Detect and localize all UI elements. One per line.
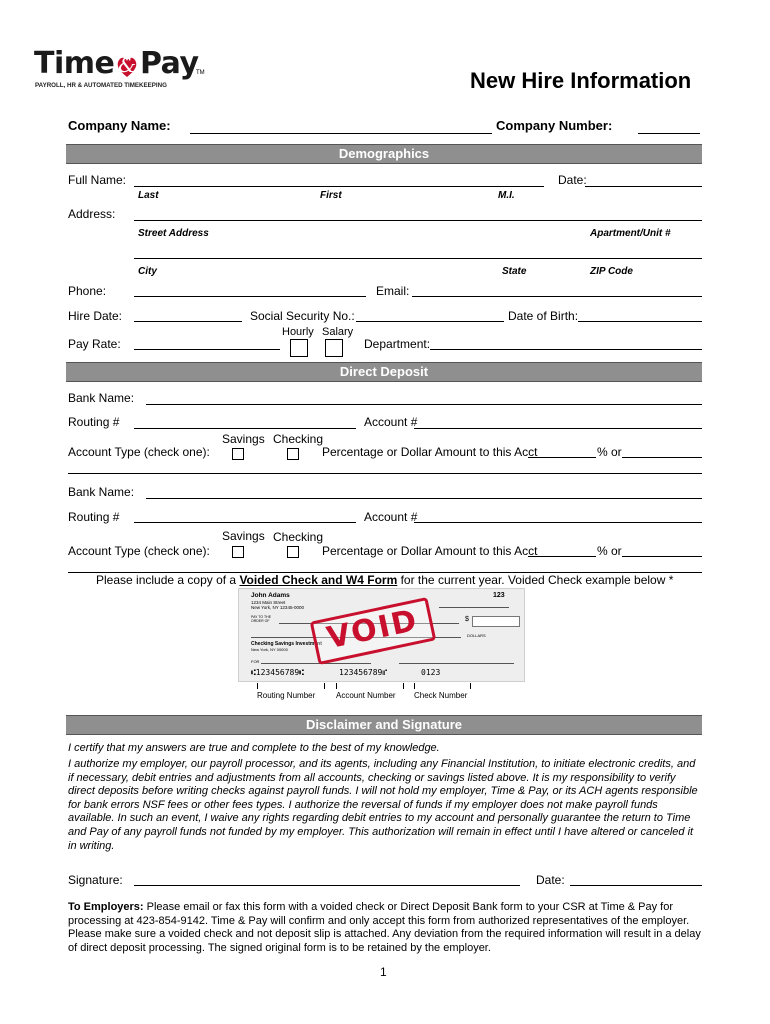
salary-checkbox[interactable]	[325, 339, 343, 357]
page-title: New Hire Information	[470, 68, 692, 93]
first-sublabel: First	[320, 190, 342, 201]
section-direct-deposit: Direct Deposit	[66, 362, 702, 382]
check-amount-box	[472, 616, 520, 627]
pay-rate-field[interactable]	[134, 349, 280, 350]
bank2-checking-checkbox[interactable]	[287, 546, 299, 558]
ssn-label: Social Security No.:	[250, 309, 355, 323]
department-field[interactable]	[430, 349, 702, 350]
bank2-routing-field[interactable]	[134, 522, 356, 523]
company-name-label: Company Name:	[68, 118, 171, 133]
logo-trademark: TM	[196, 70, 205, 76]
employers-label: To Employers:	[68, 901, 144, 913]
bank1-account-label: Account #	[364, 415, 418, 429]
bank2-or-field[interactable]	[622, 556, 702, 557]
void-stamp-text: VOID	[323, 602, 422, 657]
check-name: John Adams	[251, 592, 290, 599]
check-for-label: FOR	[251, 659, 260, 664]
date-field[interactable]	[585, 186, 702, 187]
check-micr-account: 123456789⑈	[339, 668, 388, 677]
bank1-or-field[interactable]	[622, 457, 702, 458]
svg-text:&: &	[118, 53, 136, 77]
voided-check-note-post: for the current year. Voided Check example below *	[397, 573, 674, 587]
zip-sublabel: ZIP Code	[590, 266, 633, 277]
check-micr-number: 0123	[421, 668, 441, 677]
routing-number-label: Routing Number	[257, 691, 316, 700]
pay-rate-label: Pay Rate:	[68, 337, 121, 351]
bank1-checking-label: Checking	[273, 432, 324, 446]
bank2-account-field[interactable]	[414, 522, 702, 523]
bank1-percentage-label: Percentage or Dollar Amount to this Acct	[322, 445, 538, 459]
bank2-percentage-label: Percentage or Dollar Amount to this Acct	[322, 544, 538, 558]
bank1-percentage-field[interactable]	[528, 457, 596, 458]
bank2-name-label: Bank Name:	[68, 485, 135, 499]
bank2-savings-checkbox[interactable]	[232, 546, 244, 558]
apt-sublabel: Apartment/Unit #	[590, 228, 671, 239]
section-disclaimer: Disclaimer and Signature	[66, 715, 702, 735]
bank2-percent-or-label: % or	[597, 544, 622, 558]
bank2-account-label: Account #	[364, 510, 418, 524]
bank1-name-field[interactable]	[146, 404, 702, 405]
check-pay-to: PAY TO THE ORDER OF	[251, 615, 272, 623]
check-number-bracket	[414, 683, 471, 689]
bank1-extra-field[interactable]	[68, 473, 702, 474]
check-dollar-sign: $	[465, 616, 469, 623]
dob-field[interactable]	[578, 321, 702, 322]
bank2-account-type-label: Account Type (check one):	[68, 544, 210, 558]
bank1-savings-checkbox[interactable]	[232, 448, 244, 460]
bank1-savings-label: Savings	[222, 432, 265, 446]
bank1-name-label: Bank Name:	[68, 391, 135, 405]
hire-date-label: Hire Date:	[68, 309, 123, 323]
voided-check-note-pre: Please include a copy of a	[96, 573, 240, 587]
full-name-label: Full Name:	[68, 173, 127, 187]
bank2-name-field[interactable]	[146, 498, 702, 499]
logo-tagline: PAYROLL, HR & AUTOMATED TIMEKEEPING	[35, 82, 167, 89]
bank2-checking-label: Checking	[273, 530, 324, 544]
bank1-routing-label: Routing #	[68, 415, 120, 429]
ssn-field[interactable]	[356, 321, 504, 322]
page-number: 1	[380, 965, 387, 979]
bank1-routing-field[interactable]	[134, 428, 356, 429]
check-signature-line	[399, 663, 514, 664]
disclaimer-authorization: I authorize my employer, our payroll processor, and its agents, including any Financial Institution, to initiate electronic credits, and if necessary, debit entries and adjustments from all accounts, checking or savings listed above. It is my responsibility to verify direct deposits before writing checks against payroll funds. I will not hold my employer, Time & Pay, or its ACH agents responsible for bank errors NSF fees or other fees types. I authorize the reversal of funds if my employer does not make payroll funds available. In such an event, I waive any rights regarding debit entries to my account and personally guarantee the return to Time and Pay of any payroll funds not funded by my employer. This authorization will remain in effect until I have altered or canceled it in writing.	[68, 758, 698, 852]
voided-check-w4-emphasis: Voided Check and W4 Form	[239, 573, 398, 587]
company-number-label: Company Number:	[496, 118, 613, 133]
employers-note	[68, 901, 702, 955]
signature-date-field[interactable]	[570, 885, 702, 886]
voided-check-note	[96, 573, 673, 587]
email-label: Email:	[376, 284, 410, 298]
hire-date-field[interactable]	[134, 321, 242, 322]
check-addr2: New York, NY 12345-0000	[251, 605, 304, 610]
address-label: Address:	[68, 207, 116, 221]
signature-label: Signature:	[68, 873, 123, 887]
bank2-routing-label: Routing #	[68, 510, 120, 524]
dob-label: Date of Birth:	[508, 309, 579, 323]
bank1-checking-checkbox[interactable]	[287, 448, 299, 460]
logo-time-text: Time	[34, 46, 115, 81]
date-label: Date:	[558, 173, 587, 187]
check-micr-routing: ⑆123456789⑆	[251, 668, 304, 677]
city-sublabel: City	[138, 266, 157, 277]
account-number-bracket	[336, 683, 404, 689]
time-and-pay-logo	[34, 48, 204, 94]
street-sublabel: Street Address	[138, 228, 209, 239]
check-number-label: Check Number	[414, 691, 468, 700]
check-addr1: 1234 Main Street	[251, 600, 286, 605]
bank1-percent-or-label: % or	[597, 445, 622, 459]
bank2-percentage-field[interactable]	[528, 556, 596, 557]
signature-field[interactable]	[134, 885, 520, 886]
account-number-label: Account Number	[336, 691, 396, 700]
last-sublabel: Last	[138, 190, 159, 201]
signature-date-label: Date:	[536, 873, 565, 887]
company-name-field[interactable]	[190, 133, 492, 134]
check-number: 123	[493, 592, 505, 599]
bank2-savings-label: Savings	[222, 529, 265, 543]
email-field[interactable]	[412, 296, 702, 297]
ampersand-heart-icon	[114, 50, 140, 80]
check-date-line	[439, 607, 509, 608]
section-demographics: Demographics	[66, 144, 702, 164]
phone-field[interactable]	[134, 296, 366, 297]
void-stamp	[310, 597, 437, 665]
bank1-account-field[interactable]	[414, 428, 702, 429]
mi-sublabel: M.I.	[498, 190, 515, 201]
voided-check-example	[238, 588, 525, 682]
full-name-field[interactable]	[134, 186, 544, 187]
department-label: Department:	[364, 337, 431, 351]
city-state-zip-field[interactable]	[134, 258, 702, 259]
hourly-checkbox[interactable]	[290, 339, 308, 357]
check-memo-line	[261, 663, 371, 664]
phone-label: Phone:	[68, 284, 107, 298]
logo-pay-text: Pay	[140, 46, 199, 81]
check-dollars-label: DOLLARS	[467, 633, 486, 638]
street-address-field[interactable]	[134, 220, 702, 221]
company-number-field[interactable]	[638, 133, 700, 134]
bank1-account-type-label: Account Type (check one):	[68, 445, 210, 459]
check-bank-name: Checking Savings Investment	[251, 641, 322, 647]
disclaimer-certify: I certify that my answers are true and complete to the best of my knowledge.	[68, 742, 440, 754]
salary-label: Salary	[322, 326, 354, 338]
routing-number-bracket	[257, 683, 325, 689]
hourly-label: Hourly	[282, 326, 314, 338]
employers-text: Please email or fax this form with a voided check or Direct Deposit Bank form to your CSR at Time & Pay for processing at 423-854-9142. Time & Pay will confirm and only accept this form from authorized representatives of the employer. Please make sure a voided check and not deposit slip is attached. Any deviation from the required information will result in a delay of direct deposit processing. The signed original form is to be retained by the employer.	[68, 901, 701, 954]
state-sublabel: State	[502, 266, 527, 277]
check-bank-address: New York, NY 00000	[251, 647, 288, 652]
